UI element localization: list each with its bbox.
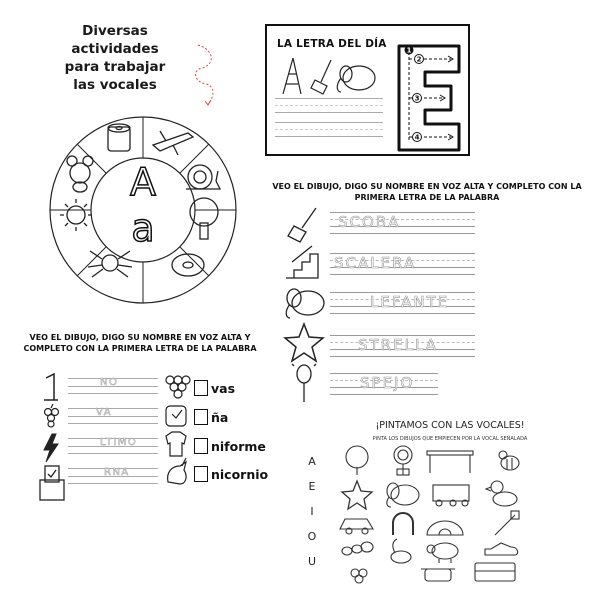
paint-grid [335, 445, 535, 585]
tree-icon [346, 446, 368, 475]
word-ending: ña [211, 409, 229, 425]
trace-line [275, 136, 383, 137]
lightning-icon [44, 434, 58, 462]
writing-lines [68, 408, 158, 424]
word-ending: nicornio [211, 466, 269, 482]
fill-box-row [194, 409, 228, 425]
traced-word: SCALERA [334, 254, 417, 272]
traced-word: SCOBA [338, 213, 401, 231]
unicorn-icon [168, 458, 186, 484]
bus-icon [475, 563, 515, 581]
word-ending: niforme [211, 438, 266, 454]
letter-e-trace [395, 42, 465, 154]
vowel-column [304, 455, 320, 580]
traced-word: SPEJO [360, 374, 415, 392]
magnet-icon [393, 513, 413, 535]
trace-line [275, 129, 383, 130]
elephant-icon [337, 66, 375, 92]
vowel-label: I [310, 505, 314, 518]
elephant-icon [387, 483, 419, 507]
step-number: 3 [414, 94, 420, 103]
title-line: las vocales [73, 77, 157, 93]
igloo-icon [427, 521, 463, 535]
ant-icon [342, 542, 373, 555]
card-title: LA LETRA DEL DÍA [277, 38, 387, 50]
nail-icon [166, 406, 186, 426]
trace-line [275, 122, 383, 123]
title-line: actividades [71, 41, 159, 57]
card-images [279, 56, 387, 96]
vowel-label: A [308, 455, 316, 468]
title-line: Diversas [82, 23, 148, 39]
goose-icon [391, 539, 411, 563]
trace-line [275, 112, 383, 113]
flower-icon [394, 446, 412, 475]
grapes-icon [351, 569, 367, 583]
left-right-icons [160, 372, 192, 492]
traced-word: NO [100, 377, 119, 388]
ballot-box-icon [40, 466, 64, 500]
uniform-icon [166, 432, 186, 456]
duck-icon [486, 481, 517, 506]
right-row-icons [282, 206, 328, 406]
step-number: 2 [416, 55, 422, 64]
traced-word: LEFANTE [370, 293, 450, 311]
shovel-icon [495, 511, 519, 535]
broom-icon [288, 208, 316, 242]
fill-box-row [194, 466, 268, 482]
title-line: para trabajar [64, 59, 166, 75]
elephant-icon [286, 289, 324, 318]
answer-box[interactable] [194, 380, 208, 396]
center-letter-lower: a [131, 206, 155, 250]
traced-word: LTIMO [100, 437, 138, 448]
fill-box-row [194, 380, 235, 396]
answer-box[interactable] [194, 409, 208, 425]
left-instruction: VEO EL DIBUJO, DIGO SU NOMBRE EN VOZ ALTA Y COMPLETO CON LA PRIMERA LETRA DE LA PALABRA [23, 333, 257, 353]
trace-line [275, 98, 383, 99]
step-number: 1 [406, 46, 412, 55]
traced-word: STRELLA [358, 336, 438, 354]
word-ending: vas [211, 380, 236, 396]
traced-word: RNA [104, 467, 130, 478]
car-icon [340, 519, 373, 534]
answer-box[interactable] [194, 438, 208, 454]
left-row-icons [36, 372, 66, 506]
vowel-label: E [308, 480, 316, 493]
decorative-arrow-icon [190, 40, 220, 110]
grapes-icon [45, 404, 59, 427]
answer-box[interactable] [194, 466, 208, 482]
bee-icon [499, 451, 519, 470]
broom-icon [311, 60, 331, 94]
shoe-icon [485, 543, 518, 555]
star-icon [342, 481, 372, 509]
center-letter-upper: A [130, 160, 156, 204]
ladder-icon [283, 58, 301, 94]
pot-icon [421, 569, 455, 581]
vowel-label: O [307, 530, 317, 543]
table-icon [427, 451, 473, 473]
mirror-icon [292, 364, 316, 402]
fill-box-row [194, 438, 266, 454]
number-one-icon [44, 374, 58, 400]
right-instruction: VEO EL DIBUJO, DIGO SU NOMBRE EN VOZ ALTA Y COMPLETO CON LA PRIMERA LETRA DE LA PALABRA [272, 182, 582, 202]
train-icon [433, 485, 469, 506]
traced-word: VA [96, 407, 113, 418]
star-icon [285, 324, 323, 361]
vowel-wheel [48, 115, 238, 305]
grapes-icon [166, 376, 190, 398]
stairs-icon [286, 246, 318, 278]
letter-of-day-card [265, 24, 470, 156]
vowel-label: U [307, 555, 317, 568]
sheep-icon [427, 543, 458, 563]
paint-subtitle: PINTA LOS DIBUJOS QUE EMPIECEN POR LA VOCAL SEÑALADA [372, 436, 528, 442]
trace-line [275, 105, 383, 106]
paint-title: ¡PINTAMOS CON LAS VOCALES! [375, 420, 525, 431]
step-number: 4 [414, 133, 420, 142]
page-title [40, 22, 190, 94]
